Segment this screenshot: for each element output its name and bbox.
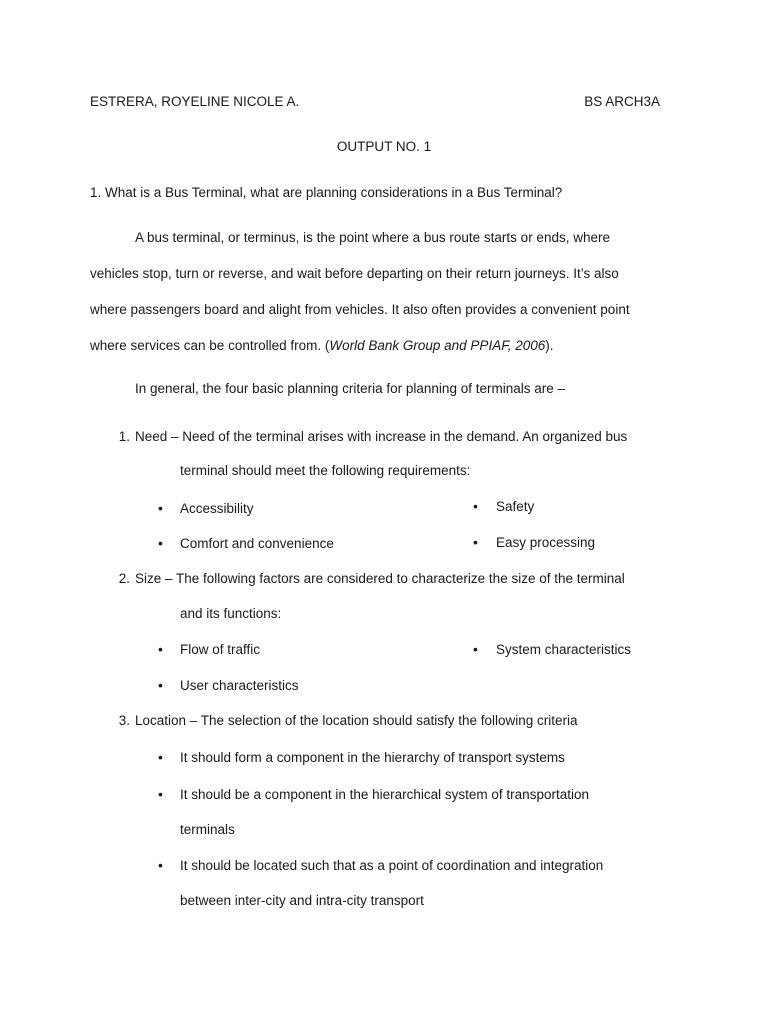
bullet-icon: • <box>158 749 163 765</box>
list-item: Safety <box>496 499 535 514</box>
paragraph-text: where services can be controlled from. ( <box>90 338 330 353</box>
document-title: OUTPUT NO. 1 <box>336 139 432 154</box>
list-item: Accessibility <box>180 501 254 516</box>
list-item-continuation: between inter-city and intra-city transport <box>180 893 424 908</box>
criterion-text: terminal should meet the following requirements: <box>180 463 471 478</box>
list-item: It should be a component in the hierarchical system of transportation <box>180 787 589 802</box>
definition-paragraph <box>90 229 690 373</box>
list-number: 1. <box>118 429 130 444</box>
bullet-icon: • <box>158 535 163 551</box>
list-item: System characteristics <box>496 642 632 657</box>
paragraph-line <box>90 337 690 373</box>
list-item-continuation: terminals <box>180 822 235 837</box>
bullet-icon: • <box>158 641 163 657</box>
list-item: Flow of traffic <box>180 642 261 657</box>
course-code: BS ARCH3A <box>584 94 660 109</box>
bullet-icon: • <box>158 786 163 802</box>
bullet-icon: • <box>158 857 163 873</box>
bullet-icon: • <box>473 534 478 550</box>
list-item: User characteristics <box>180 678 299 693</box>
bullet-icon: • <box>473 498 478 514</box>
bullet-icon: • <box>158 500 163 516</box>
citation: World Bank Group and PPIAF, 2006 <box>329 338 546 353</box>
question-heading: 1. What is a Bus Terminal, what are planning considerations in a Bus Terminal? <box>90 185 563 200</box>
criterion-text: Location – The selection of the location should satisfy the following criteria <box>135 713 578 728</box>
student-name: ESTRERA, ROYELINE NICOLE A. <box>90 94 300 109</box>
paragraph-text: ). <box>545 338 554 353</box>
bullet-icon: • <box>158 677 163 693</box>
list-item: It should be located such that as a point of coordination and integration <box>180 858 604 873</box>
list-number: 3. <box>118 713 130 728</box>
list-item: Comfort and convenience <box>180 536 334 551</box>
paragraph-line: vehicles stop, turn or reverse, and wait before departing on their return journeys. It’s also <box>90 266 619 281</box>
list-item: It should form a component in the hierarchy of transport systems <box>180 750 565 765</box>
bullet-icon: • <box>473 641 478 657</box>
paragraph-line: where passengers board and alight from vehicles. It also often provides a convenient point <box>90 302 630 317</box>
list-item: Easy processing <box>496 535 596 550</box>
criterion-text: Size – The following factors are considered to characterize the size of the terminal <box>135 571 625 586</box>
paragraph-line: A bus terminal, or terminus, is the point where a bus route starts or ends, where <box>135 230 610 245</box>
criterion-text: and its functions: <box>180 606 282 621</box>
criteria-intro: In general, the four basic planning criteria for planning of terminals are – <box>135 381 565 396</box>
criterion-text: Need – Need of the terminal arises with increase in the demand. An organized bus <box>135 429 628 444</box>
list-number: 2. <box>118 571 130 586</box>
